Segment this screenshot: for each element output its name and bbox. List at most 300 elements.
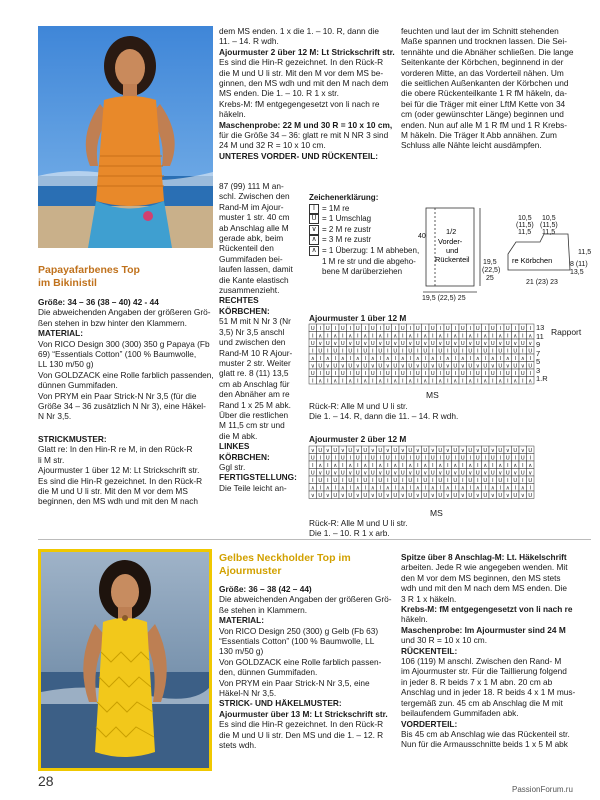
chart-symbol: U [505, 371, 510, 377]
chart-symbol: ∧ [445, 356, 450, 362]
chart-symbol: U [513, 478, 518, 484]
chart-symbol: U [318, 448, 323, 454]
chart-symbol: I [454, 485, 457, 492]
chart-symbol: U [385, 326, 390, 332]
text-line: den M vor dem MS beginnen, den MS stets [401, 572, 561, 583]
heading-fertigstellung: FERTIGSTELLUNG: [219, 472, 297, 483]
chart-symbol: ∨ [318, 470, 323, 477]
chart-symbol: ∧ [423, 378, 428, 385]
chart-symbol: I [476, 378, 479, 385]
chart-symbol: ∨ [438, 341, 443, 347]
text-line: muster 1 str. 40 cm [219, 212, 290, 223]
chart-symbol: I [394, 371, 397, 377]
chart-symbol: U [520, 455, 525, 462]
chart-symbol: ∨ [355, 448, 360, 454]
chart-symbol: U [423, 348, 428, 355]
chart-symbol: ∧ [498, 333, 503, 340]
yarn-over-icon: U [309, 214, 319, 224]
chart-symbol: I [386, 333, 389, 340]
chart-symbol: U [453, 348, 458, 355]
chart-symbol: I [394, 455, 397, 462]
chart-symbol: ∧ [310, 356, 315, 362]
chart-symbol: I [319, 371, 322, 377]
chart-symbol: U [400, 371, 405, 377]
text-line: Anschlag und in jeder 18. R beids 4 x 1 M mus- [401, 687, 576, 698]
chart-symbol: U [430, 326, 435, 332]
text-line: Die abweichenden Angaben der größeren Grö- [219, 594, 392, 605]
chart-symbol: ∨ [385, 493, 390, 499]
chart-symbol: ∧ [453, 463, 458, 469]
chart-symbol: I [311, 333, 314, 340]
chart-symbol: I [454, 326, 457, 332]
chart-symbol: ∨ [370, 448, 375, 454]
chart-symbol: ∨ [475, 363, 480, 370]
chart-symbol: U [430, 371, 435, 377]
chart1-note-line: Rück-R: Alle M und U li str. [309, 401, 408, 411]
text-line: N Nr 3,5. [38, 411, 72, 422]
chart-symbol: I [431, 348, 434, 355]
chart-symbol: U [453, 448, 458, 454]
chart-symbol: U [415, 470, 420, 477]
text-line: Die abweichenden Angaben der größeren Grö- [38, 307, 211, 318]
text-line: Von PRYM ein Paar Strick-N Nr 3,5 (für die [38, 390, 197, 401]
legend-text: 1 M re str und die abgeho- [322, 256, 416, 266]
chart-symbol: I [311, 478, 314, 484]
chart-symbol: ∨ [445, 493, 450, 499]
chart-symbol: ∧ [490, 485, 495, 492]
chart-symbol: ∧ [498, 378, 503, 385]
chart-symbol: ∨ [385, 363, 390, 370]
text-line: den, dünnen Gummifaden. [219, 667, 318, 678]
chart-symbol: ∧ [408, 378, 413, 385]
chart-symbol: ∧ [393, 333, 398, 340]
chart-symbol: U [528, 363, 533, 370]
chart-symbol: ∧ [415, 356, 420, 362]
chart-symbol: ∨ [430, 493, 435, 499]
chart-symbol: I [476, 333, 479, 340]
chart-symbol: I [386, 348, 389, 355]
chart-symbol: I [514, 326, 517, 332]
text-line: Ajourmuster über 13 M: Lt Strickschrift str. [219, 708, 388, 719]
chart-symbol: U [415, 371, 420, 377]
dim-top-b: 10,5 [542, 215, 556, 222]
dim-mid: 11,5 [578, 249, 592, 256]
chart-symbol: ∧ [528, 333, 533, 340]
chart-symbol: U [445, 455, 450, 462]
chart-symbol: I [409, 371, 412, 377]
chart-symbol: I [499, 371, 502, 377]
chart-symbol: ∨ [363, 470, 368, 477]
text-line: Nun für die Armausschnitte beids 1 x 5 M abk [401, 739, 568, 750]
chart-symbol: I [349, 455, 352, 462]
rapport-label: Rapport [551, 327, 582, 337]
text-line: Häkel-N Nr 3,5. [219, 688, 277, 699]
chart-symbol: I [461, 478, 464, 484]
chart-symbol: ∨ [310, 363, 315, 370]
chart-symbol: U [453, 363, 458, 370]
chart-symbol: I [484, 485, 487, 492]
chart-symbol: U [490, 326, 495, 332]
chart-symbol: ∧ [378, 333, 383, 340]
dim-side: 19,5 [483, 259, 497, 266]
chart-symbol: I [319, 455, 322, 462]
chart-symbol: U [415, 455, 420, 462]
text-line: muster 2 str. Weiter [219, 357, 291, 368]
chart-symbol: U [385, 341, 390, 347]
text-line: die seitlichen Außenkanten der Körbchen und [401, 78, 569, 89]
text-line: häkeln. [401, 614, 428, 625]
chart-symbol: ∧ [423, 333, 428, 340]
text-line: und zwischen den [219, 337, 286, 348]
chart-symbol: ∨ [340, 363, 345, 370]
chart-symbol: U [468, 448, 473, 454]
chart-symbol: ∨ [400, 363, 405, 370]
chart-symbol: ∨ [505, 448, 510, 454]
chart-symbol: U [415, 341, 420, 347]
section1-title-line1: Papayafarbenes Top [38, 264, 140, 276]
chart-symbol: I [364, 485, 367, 492]
chart-symbol: U [490, 341, 495, 347]
chart2-title: Ajourmuster 2 über 12 M [309, 434, 407, 444]
chart-symbol: U [370, 326, 375, 332]
chart-symbol: I [341, 348, 344, 355]
chart-symbol: U [378, 363, 383, 370]
chart-symbol: ∨ [505, 363, 510, 370]
chart-symbol: U [460, 470, 465, 477]
chart-symbol: ∧ [513, 463, 518, 469]
chart-symbol: U [483, 348, 488, 355]
chart-symbol: I [416, 333, 419, 340]
chart-symbol: U [385, 470, 390, 477]
chart-symbol: U [363, 348, 368, 355]
chart-symbol: ∧ [513, 378, 518, 385]
text-line: Maschenprobe: Im Ajourmuster sind 24 M [401, 624, 566, 635]
chart-symbol: I [529, 326, 532, 332]
chart-symbol: I [319, 356, 322, 362]
chart-symbol: U [408, 363, 413, 370]
chart-symbol: U [400, 470, 405, 477]
chart-symbol: ∨ [355, 493, 360, 499]
chart-symbol: ∧ [438, 378, 443, 385]
chart-symbol: ∨ [415, 493, 420, 499]
text-line: Größe 34 – 36 zusätzlich N Nr 3), eine Häkel- [38, 401, 206, 412]
chart-symbol: U [393, 493, 398, 499]
chart-symbol: U [445, 371, 450, 377]
groesse-line: Größe: 34 – 36 (38 – 40) 42 - 44 [38, 297, 159, 307]
chart-symbol: U [520, 326, 525, 332]
chart-symbol: ∧ [468, 463, 473, 469]
chart-symbol: I [341, 478, 344, 484]
chart-symbol: U [325, 470, 330, 477]
section2-title-line2: Ajourmuster [219, 564, 282, 577]
chart-symbol: ∨ [430, 448, 435, 454]
chart-symbol: ∧ [348, 463, 353, 469]
text-line: Die Teile leicht an- [219, 482, 287, 493]
chart-symbol: ∨ [438, 470, 443, 477]
dim-cup-bottom: 21 (23) 23 [526, 279, 558, 286]
text-line: li M str. [38, 454, 65, 465]
symbol-legend [309, 193, 434, 278]
text-line: enden. Nun auf alle M 1 R fM und 1 R Krebs- [401, 119, 568, 130]
legend-text: = 1 Umschlag [322, 214, 372, 224]
row-label: 11 [536, 331, 544, 341]
chart-symbol: ∨ [520, 448, 525, 454]
chart-symbol: ∧ [340, 356, 345, 362]
heading-linkes: LINKES [219, 441, 250, 452]
chart-symbol: I [431, 463, 434, 469]
chart-symbol: I [334, 356, 337, 362]
chart-symbol: ∧ [355, 485, 360, 492]
heading-koerbchen: KÖRBCHEN: [219, 451, 270, 462]
dim-top-a: 10,5 [518, 215, 532, 222]
chart-symbol: I [454, 371, 457, 377]
text-line: laufen lassen, damit [219, 264, 293, 275]
chart-symbol: ∧ [505, 485, 510, 492]
chart-symbol: I [461, 463, 464, 469]
chart-symbol: U [513, 348, 518, 355]
chart-symbol: U [393, 363, 398, 370]
chart-symbol: U [430, 470, 435, 477]
chart-symbol: U [348, 448, 353, 454]
chart-symbol: I [446, 348, 449, 355]
chart-symbol: U [483, 493, 488, 499]
chart-symbol: U [393, 478, 398, 484]
chart-symbol: I [379, 356, 382, 362]
chart-symbol: I [454, 356, 457, 362]
chart-symbol: I [469, 326, 472, 332]
chart-symbol: U [340, 455, 345, 462]
chart-symbol: ∨ [385, 448, 390, 454]
chart-symbol: ∧ [490, 356, 495, 362]
chart-symbol: ∧ [438, 463, 443, 469]
chart-symbol: ∧ [475, 356, 480, 362]
chart-symbol: I [469, 485, 472, 492]
chart-symbol: ∨ [475, 493, 480, 499]
chart-symbol: I [326, 348, 329, 355]
chart-symbol: U [528, 448, 533, 454]
chart-symbol: U [468, 363, 473, 370]
chart-symbol: ∧ [408, 463, 413, 469]
text-line: Krebs-M: fM entgegengesetzt von li nach re [219, 98, 380, 109]
chart-symbol: ∧ [438, 333, 443, 340]
chart-symbol: ∨ [498, 470, 503, 477]
chart-symbol: I [454, 455, 457, 462]
chart-symbol: ∨ [325, 363, 330, 370]
chart-symbol: I [461, 333, 464, 340]
chart-symbol: I [326, 463, 329, 469]
chart-symbol: U [408, 448, 413, 454]
chart-symbol: U [498, 348, 503, 355]
chart-symbol: U [460, 455, 465, 462]
chart-symbol: I [521, 463, 524, 469]
chart-symbol: ∨ [400, 493, 405, 499]
chart-symbol: U [348, 478, 353, 484]
text-line: Rückenteil den [219, 243, 274, 254]
chart-symbol: U [438, 448, 443, 454]
text-line: Seitenkante der Körbchen, beginnend in der [401, 57, 564, 68]
schematic-label: Rückenteil [435, 255, 470, 264]
text-line: für die Größe 34 – 36: glatt re mit N NR 3 sind [219, 130, 389, 141]
text-line: Von GOLDZACK eine Rolle farblich passen- [219, 656, 382, 667]
row-label: 13 [536, 323, 545, 332]
chart-symbol: U [408, 493, 413, 499]
chart-symbol: U [408, 348, 413, 355]
chart-symbol: ∧ [430, 485, 435, 492]
chart-symbol: U [415, 326, 420, 332]
chart-symbol: U [513, 448, 518, 454]
chart-symbol: I [364, 455, 367, 462]
text-line: schl. Zwischen den [219, 191, 290, 202]
legend-item [309, 204, 434, 215]
chart-symbol: ∧ [393, 378, 398, 385]
chart-symbol: ∨ [468, 470, 473, 477]
chart-symbol: I [514, 371, 517, 377]
heading-unteres-teil: UNTERES VORDER- UND RÜCKENTEIL: [219, 150, 379, 161]
chart-symbol: ∧ [468, 378, 473, 385]
chart-symbol: I [311, 378, 314, 385]
heading-muster: STRICK- UND HÄKELMUSTER: [219, 698, 342, 709]
section1-column1 [38, 297, 214, 507]
chart-symbol: I [439, 326, 442, 332]
chart-symbol: ∨ [483, 470, 488, 477]
chart-symbol: ∧ [415, 485, 420, 492]
chart-symbol: U [445, 341, 450, 347]
text-line: Von RICO Design 300 (300) 350 g Papaya (Fb [38, 338, 210, 349]
chart-symbol: ∨ [520, 493, 525, 499]
chart-symbol: U [498, 448, 503, 454]
chart-symbol: I [394, 485, 397, 492]
strickmuster-heading: STRICKMUSTER: [38, 433, 107, 444]
chart-symbol: ∨ [528, 341, 533, 347]
chart-symbol: ∨ [333, 470, 338, 477]
chart-symbol: I [506, 478, 509, 484]
legend-item [309, 225, 434, 236]
legend-text: = 2 M re zustr [322, 224, 372, 234]
text-line: Ajourmuster 2 über 12 M: Lt Strickschrift str. [219, 46, 395, 57]
chart-symbol: U [333, 493, 338, 499]
text-line: Größe: 36 – 38 (42 – 44) [219, 584, 312, 594]
chart-symbol: U [513, 493, 518, 499]
row-label: 1.R [536, 374, 548, 383]
chart-symbol: ∨ [498, 341, 503, 347]
chart-symbol: I [439, 371, 442, 377]
chart-symbol: U [483, 448, 488, 454]
chart-symbol: ∧ [400, 485, 405, 492]
chart-symbol: ∨ [490, 448, 495, 454]
knit-two-together-icon: ∨ [309, 225, 319, 235]
chart-symbol: I [484, 356, 487, 362]
chart-symbol: U [468, 348, 473, 355]
dim-right: 13,5 [570, 269, 584, 276]
material-heading: MATERIAL: [38, 328, 84, 339]
chart-symbol: I [356, 478, 359, 484]
chart-symbol: ∨ [445, 448, 450, 454]
section1-column2-narrow [219, 181, 307, 493]
chart-symbol: I [469, 455, 472, 462]
chart-symbol: I [514, 356, 517, 362]
chart-symbol: ∨ [475, 448, 480, 454]
chart-symbol: I [469, 371, 472, 377]
chart-symbol: I [499, 356, 502, 362]
chart-symbol: ∧ [483, 333, 488, 340]
chart-symbol: I [356, 463, 359, 469]
chart-symbol: U [378, 478, 383, 484]
chart1-row-labels [536, 324, 548, 384]
chart-symbol: ∧ [378, 378, 383, 385]
text-line: dem MS enden. 1 x die 1. – 10. R, dann die [219, 26, 380, 36]
text-line: Bis 45 cm ab Anschlag wie das Rückenteil str. [401, 728, 570, 739]
chart-symbol: U [528, 493, 533, 499]
chart-symbol: I [446, 463, 449, 469]
chart-symbol: I [506, 348, 509, 355]
text-line: “Essentials Cotton” (100 % Baumwolle, LL [219, 636, 375, 647]
chart-symbol: I [379, 326, 382, 332]
chart-symbol: I [506, 378, 509, 385]
knitting-chart-2 [309, 446, 559, 502]
section-divider [38, 539, 591, 540]
schematic-label: und [446, 246, 459, 255]
text-line: feuchten und laut der im Schnitt stehenden [401, 26, 559, 36]
chart-symbol: U [445, 326, 450, 332]
section2-column2 [401, 552, 591, 750]
text-line: 87 (99) 111 M an- [219, 181, 284, 191]
chart-symbol: U [318, 348, 323, 355]
chart-symbol: U [490, 470, 495, 477]
text-line: 3 R 1 x häkeln. [401, 593, 457, 604]
chart-symbol: ∨ [325, 448, 330, 454]
chart-symbol: ∨ [520, 363, 525, 370]
legend-text: = 1 Überzug: 1 M abheben, [322, 246, 420, 256]
photo-papaya-top [38, 26, 213, 248]
chart-symbol: ∧ [505, 356, 510, 362]
chart1-ms-label: MS [426, 390, 439, 400]
text-line: dünnen Gummifaden. [38, 380, 118, 391]
text-line: vorderen Mitte, an das Vorderteil nähen. Um [401, 67, 564, 78]
chart-symbol: ∨ [363, 341, 368, 347]
chart-symbol: I [311, 348, 314, 355]
chart-symbol: I [326, 478, 329, 484]
text-line: die M und U li str. Mit den M vor dem MS [38, 485, 188, 496]
chart-symbol: U [318, 478, 323, 484]
chart-symbol: U [505, 326, 510, 332]
chart-symbol: ∧ [318, 463, 323, 469]
chart-symbol: ∨ [468, 341, 473, 347]
row-label: 5 [536, 357, 541, 366]
chart-symbol: I [341, 463, 344, 469]
schematic-label-cup: re Körbchen [512, 256, 553, 265]
chart2-note [309, 518, 408, 539]
chart-symbol: ∧ [363, 378, 368, 385]
chart-symbol: I [371, 348, 374, 355]
chart-symbol: I [446, 333, 449, 340]
text-line: 3,5) Nr 3,5 anschl [219, 326, 285, 337]
chart-symbol: ∨ [408, 470, 413, 477]
chart-symbol: I [416, 348, 419, 355]
chart-symbol: ∧ [453, 378, 458, 385]
dim-right: 8 (11) [570, 261, 588, 268]
chart2-note-line: Die 1. – 10. R 1 x arb. [309, 528, 390, 539]
section2-title [219, 552, 397, 577]
chart-symbol: I [499, 326, 502, 332]
chart-symbol: I [476, 348, 479, 355]
chart-symbol: ∨ [378, 341, 383, 347]
section1-column2 [219, 26, 397, 161]
chart-symbol: ∨ [453, 470, 458, 477]
chart-symbol: ∧ [348, 378, 353, 385]
chart-symbol: ∧ [475, 485, 480, 492]
chart-symbol: ∨ [340, 493, 345, 499]
text-line: die obere Rückenteilkante 1 R fM häkeln, da- [401, 88, 568, 99]
